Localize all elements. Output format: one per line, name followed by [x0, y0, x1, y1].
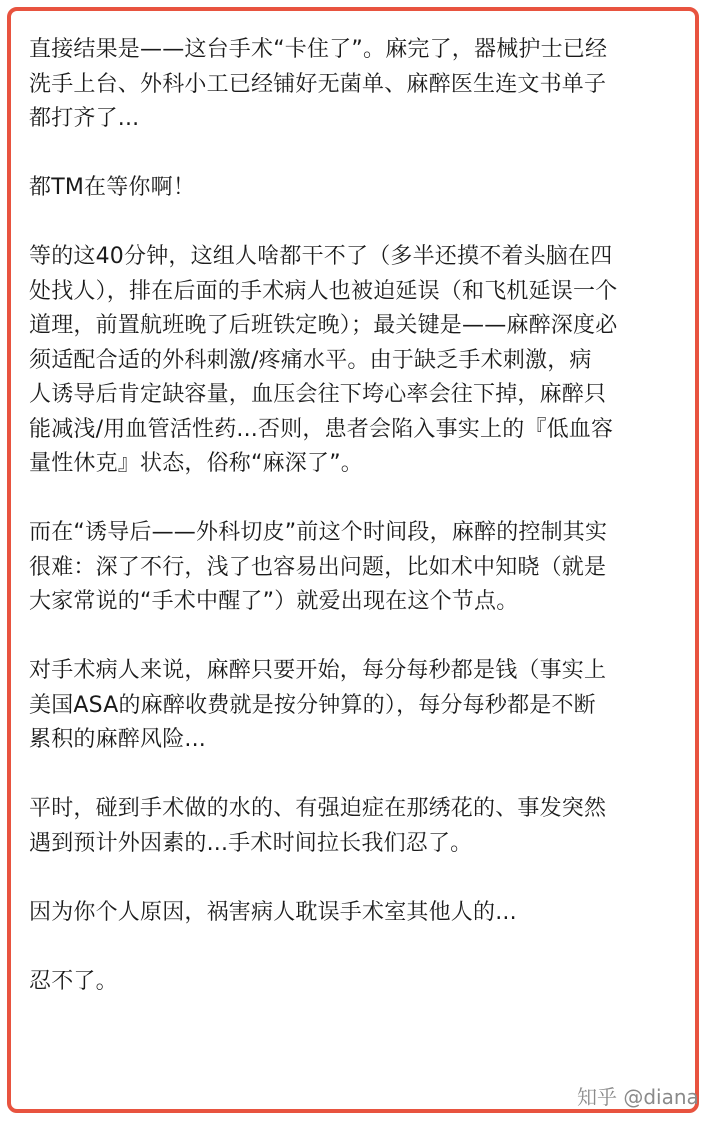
paragraph [29, 896, 697, 931]
paragraph [29, 965, 697, 1000]
text-line: 须适配合适的外科刺激/疼痛水平。由于缺乏手术刺激，病 [29, 347, 592, 373]
text-line: 大家常说的“手术中醒了”）就爱出现在这个节点。 [29, 589, 519, 614]
text-line: 平时，碰到手术做的水的、有强迫症在那绣花的、事发突然 [29, 796, 607, 821]
paragraph-gap [29, 930, 697, 965]
text-line: 都TM在等你啊！ [29, 175, 196, 200]
text-line: 因为你个人原因，祸害病人耽误手术室其他人的... [29, 899, 517, 925]
paragraph-gap [29, 758, 697, 793]
text-line: 对手术病人来说，麻醉只要开始，每分每秒都是钱（事实上 [29, 658, 607, 683]
text-line: 处找人），排在后面的手术病人也被迫延误（和飞机延误一个 [29, 278, 618, 304]
paragraph [29, 240, 697, 482]
paragraph-gap [29, 137, 697, 172]
paragraph [29, 792, 697, 861]
paragraph-gap [29, 206, 697, 241]
text-line: 忍不了。 [29, 968, 118, 994]
text-line: 等的这40分钟，这组人啥都干不了（多半还摸不着头脑在四 [29, 244, 613, 269]
text-line: 遇到预计外因素的...手术时间拉长我们忍了。 [29, 830, 473, 856]
text-line: 人诱导后肯定缺容量，血压会往下垮心率会往下掉，麻醉只 [29, 382, 607, 407]
paragraph-gap [29, 861, 697, 896]
text-line: 很难：深了不行，浅了也容易出问题，比如术中知晓（就是 [29, 554, 607, 580]
text-line: 都打齐了... [29, 106, 140, 131]
text-line: 能减浅/用血管活性药...否则，患者会陷入事实上的『低血容 [29, 416, 614, 442]
text-line: 道理，前置航班晚了后班铁定晚）；最关键是——麻醉深度必 [29, 313, 618, 338]
text-line: 量性休克』状态，俗称“麻深了”。 [29, 451, 363, 476]
text-line: 洗手上台、外科小工已经铺好无菌单、麻醉医生连文书单子 [29, 71, 607, 97]
text-line: 累积的麻醉风险... [29, 727, 206, 752]
text-line: 而在“诱导后——外科切皮”前这个时间段，麻醉的控制其实 [29, 520, 608, 545]
article-body [29, 33, 697, 999]
paragraph [29, 33, 697, 137]
text-line: 美国ASA的麻醉收费就是按分钟算的），每分每秒都是不断 [29, 692, 596, 718]
paragraph [29, 516, 697, 620]
paragraph [29, 171, 697, 206]
paragraph-gap [29, 620, 697, 655]
text-line: 直接结果是——这台手术“卡住了”。麻完了，器械护士已经 [29, 37, 608, 62]
paragraph-gap [29, 482, 697, 517]
zhihu-watermark: 知乎 @diana [577, 1085, 699, 1109]
paragraph [29, 654, 697, 758]
